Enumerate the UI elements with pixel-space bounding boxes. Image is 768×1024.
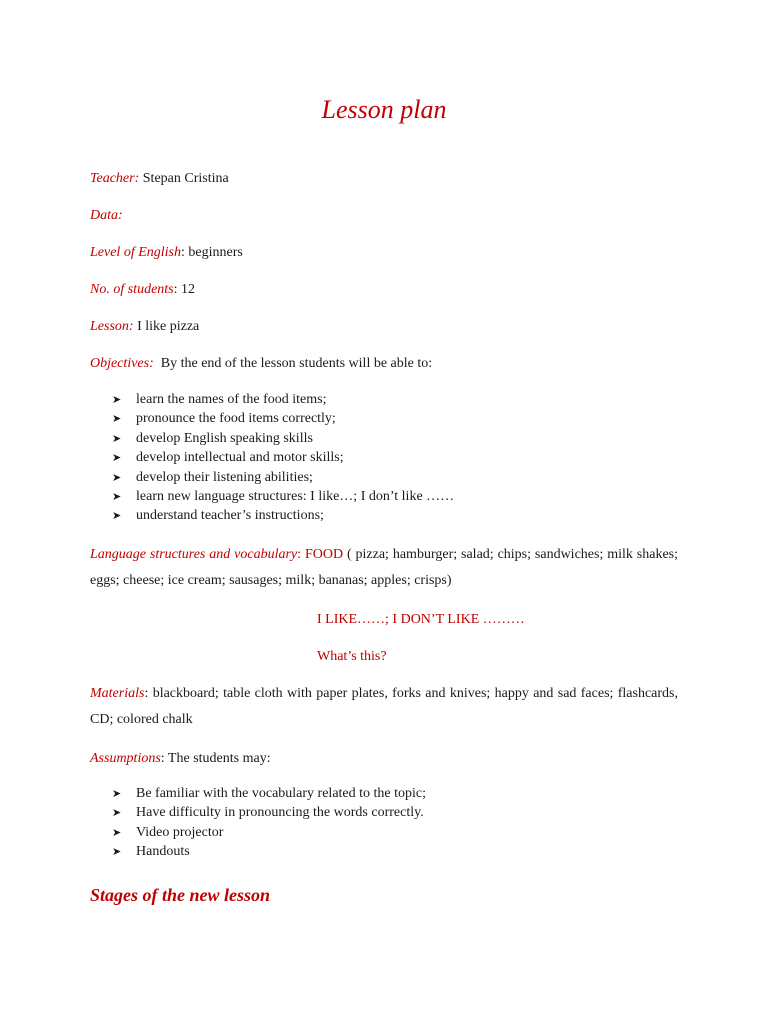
structures-paragraph — [90, 542, 678, 594]
students-label: No. of students — [90, 282, 174, 297]
list-item: ➤ understand teacher’s instructions; — [112, 506, 454, 525]
list-item: ➤ develop intellectual and motor skills; — [112, 448, 454, 467]
assumptions-list — [112, 784, 426, 862]
materials-paragraph — [90, 681, 678, 733]
objectives-value: By the end of the lesson students will be able to: — [153, 356, 433, 371]
level-label: Level of English — [90, 245, 181, 260]
list-item: ➤ learn new language structures: I like…; I don’t like …… — [112, 487, 454, 506]
arrow-bullet-icon: ➤ — [112, 826, 122, 839]
teacher-line — [90, 170, 680, 188]
arrow-bullet-icon: ➤ — [112, 490, 122, 503]
level-value: : beginners — [181, 245, 243, 260]
arrow-bullet-icon: ➤ — [112, 788, 122, 800]
students-value: : 12 — [173, 282, 196, 297]
data-line — [90, 207, 680, 225]
structures-colon: : — [297, 547, 305, 562]
list-item: ➤ develop their listening abilities; — [112, 468, 454, 487]
like-structure-line: I LIKE……; I DON’T LIKE ……… — [317, 612, 525, 627]
list-item: ➤ learn the names of the food items; — [112, 390, 454, 409]
arrow-bullet-icon: ➤ — [112, 413, 122, 426]
level-line — [90, 244, 680, 262]
list-item: ➤ develop English speaking skills — [112, 429, 454, 448]
arrow-bullet-icon: ➤ — [112, 807, 122, 820]
food-word: FOOD — [304, 547, 344, 562]
arrow-bullet-icon: ➤ — [112, 394, 122, 406]
teacher-value: Stepan Cristina — [139, 171, 229, 186]
stages-heading: Stages of the new lesson — [90, 885, 271, 905]
arrow-bullet-icon: ➤ — [112, 846, 122, 859]
assumptions-value: : The students may: — [160, 751, 271, 766]
list-item: ➤ Handouts — [112, 842, 426, 861]
structures-label: Language structures and vocabulary — [90, 547, 298, 562]
lesson-line — [90, 318, 680, 336]
arrow-bullet-icon: ➤ — [112, 471, 122, 484]
assumptions-line — [90, 750, 680, 768]
data-label: Data: — [90, 208, 123, 223]
list-item: ➤ Have difficulty in pronouncing the words correctly. — [112, 803, 426, 822]
list-item: ➤ Be familiar with the vocabulary related to the topic; — [112, 784, 426, 803]
materials-label: Materials — [90, 686, 145, 701]
list-item: ➤ Video projector — [112, 823, 426, 842]
list-item: ➤ pronounce the food items correctly; — [112, 409, 454, 428]
arrow-bullet-icon: ➤ — [112, 510, 122, 523]
arrow-bullet-icon: ➤ — [112, 432, 122, 445]
question-line: What’s this? — [317, 649, 387, 664]
objectives-line — [90, 355, 680, 373]
page-title: Lesson plan — [321, 95, 447, 124]
students-line — [90, 281, 680, 299]
teacher-label: Teacher: — [90, 171, 140, 186]
materials-value: : blackboard; table cloth with paper plates, forks and knives; happy and sad faces; flashcards, CD; colored chalk — [90, 686, 678, 727]
food-list: ( pizza; hamburger; salad; chips; sandwiches; milk shakes; eggs; cheese; ice cream; sausages; milk; bananas; apples; crisps) — [90, 547, 679, 588]
lesson-label: Lesson: — [90, 319, 134, 334]
lesson-value: I like pizza — [133, 319, 200, 334]
objectives-label: Objectives: — [90, 356, 154, 371]
arrow-bullet-icon: ➤ — [112, 452, 122, 465]
objectives-list — [112, 390, 454, 526]
assumptions-label: Assumptions — [90, 751, 161, 766]
